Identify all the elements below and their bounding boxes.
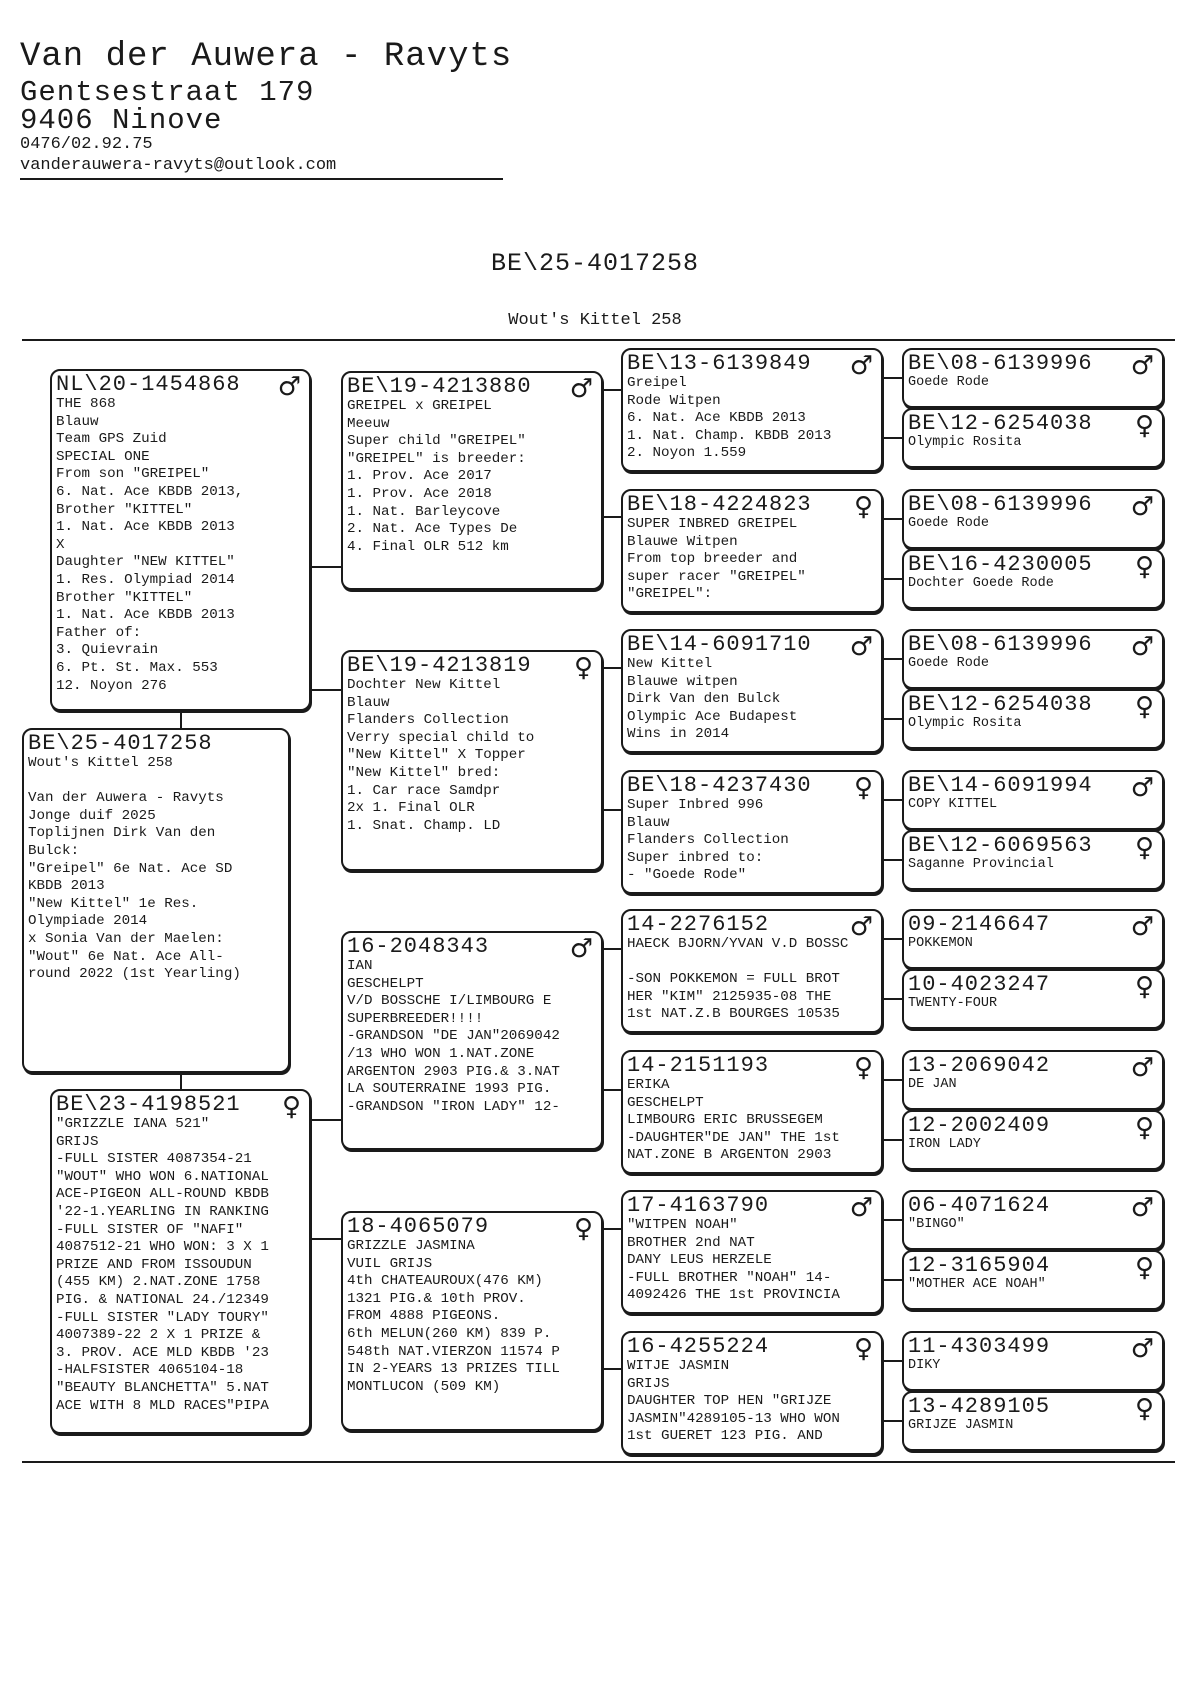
card-text-line: NAT.ZONE B ARGENTON 2903 (627, 1147, 832, 1164)
ring-number: 12-2002409 (908, 1113, 1051, 1138)
card-text-line: SUPERBREEDER!!!! (347, 1010, 484, 1027)
subject-pigeon-card (22, 728, 290, 1073)
great-grandparent-card (621, 1050, 883, 1174)
ring-number: 13-2069042 (908, 1053, 1051, 1078)
male-symbol-icon: ♂ (849, 351, 873, 381)
card-text-line: -GRANDSON "IRON LADY" 12- (347, 1098, 560, 1115)
grandparent-card (341, 1211, 603, 1431)
connector-line (603, 516, 621, 518)
card-text-line: (455 KM) 2.NAT.ZONE 1758 (56, 1274, 261, 1291)
connector-line (603, 1089, 621, 1091)
card-text-line: "New Kittel" X Topper (347, 747, 526, 764)
female-symbol-icon: ♀ (1134, 1394, 1154, 1424)
card-text-line: Bulck: (28, 842, 80, 859)
card-text-line: TWENTY-FOUR (908, 996, 998, 1011)
card-text-line: 1. Prov. Ace 2018 (347, 485, 492, 502)
female-symbol-icon: ♀ (853, 1053, 873, 1083)
card-text-line: "MOTHER ACE NOAH" (908, 1277, 1046, 1292)
connector-line (883, 518, 902, 520)
pedigree-title-name: Wout's Kittel 258 (508, 311, 682, 330)
card-text-line: KBDB 2013 (28, 878, 105, 895)
card-text-line: Blauwe witpen (627, 673, 738, 690)
ring-number: BE\12-6254038 (908, 692, 1093, 717)
card-text-line: From top breeder and (627, 551, 798, 568)
card-text-line: -DAUGHTER"DE JAN" THE 1st (627, 1129, 840, 1146)
card-text-line: -FULL SISTER OF "NAFI" (56, 1221, 244, 1238)
connector-line (883, 377, 902, 379)
connector-line (883, 799, 902, 801)
card-text-line: Brother "KITTEL" (56, 501, 193, 518)
card-text-line: Super inbred to: (627, 849, 764, 866)
connector-line (883, 658, 902, 660)
great-grandparent-card (621, 348, 883, 472)
female-symbol-icon: ♀ (1134, 1113, 1154, 1143)
connector-line (311, 689, 341, 691)
card-text-line: 1. Res. Olympiad 2014 (56, 571, 235, 588)
great-great-grandparent-card (902, 969, 1164, 1029)
card-text-line: X (56, 536, 65, 553)
card-text-line: Blauwe Witpen (627, 533, 738, 550)
card-text-line: "GREIPEL": (627, 586, 713, 603)
card-text-line: 1. Nat. Ace KBDB 2013 (56, 519, 235, 536)
card-text-line: 1. Nat. Barleycove (347, 503, 501, 520)
ring-number: BE\19-4213819 (347, 653, 532, 678)
grandparent-card (341, 931, 603, 1150)
connector-line (883, 1279, 902, 1281)
card-text-line: ACE WITH 8 MLD RACES"PIPA (56, 1397, 269, 1414)
connector-line (311, 1238, 341, 1240)
connector-line (883, 1360, 902, 1362)
female-symbol-icon: ♀ (1134, 411, 1154, 441)
card-text-line: ARGENTON 2903 PIG.& 3.NAT (347, 1063, 560, 1080)
grandparent-card (341, 650, 603, 871)
card-text-line: IAN (347, 958, 373, 974)
card-text-line: IRON LADY (908, 1137, 981, 1152)
card-text-line: '22-1.YEARLING IN RANKING (56, 1203, 269, 1220)
male-symbol-icon: ♂ (1130, 632, 1154, 662)
card-text-line: THE 868 (56, 396, 116, 412)
ring-number: BE\25-4017258 (28, 731, 213, 756)
male-symbol-icon: ♂ (277, 372, 301, 402)
card-text-line: WITJE JASMIN (627, 1358, 730, 1374)
card-text-line: MONTLUCON (509 KM) (347, 1378, 501, 1395)
ring-number: 09-2146647 (908, 912, 1051, 937)
father-card (50, 369, 311, 711)
card-text-line: x Sonia Van der Maelen: (28, 930, 224, 947)
ring-number: BE\08-6139996 (908, 351, 1093, 376)
card-text-line: GESCHELPT (627, 1094, 704, 1111)
great-great-grandparent-card (902, 549, 1164, 609)
card-text-line: BROTHER 2nd NAT (627, 1234, 755, 1251)
card-text-line: 1. Prov. Ace 2017 (347, 468, 492, 485)
card-text-line: 2. Noyon 1.559 (627, 445, 747, 462)
card-text-line: 3. PROV. ACE MLD KBDB '23 (56, 1344, 269, 1361)
card-text-line: COPY KITTEL (908, 797, 998, 812)
card-text-line: GRIZZLE JASMINA (347, 1238, 475, 1254)
card-text-line: SPECIAL ONE (56, 448, 150, 465)
breeder-city: 9406 Ninove (20, 104, 223, 137)
connector-line (883, 1219, 902, 1221)
ring-number: 16-4255224 (627, 1334, 770, 1359)
card-text-line: GREIPEL x GREIPEL (347, 398, 492, 414)
ring-number: BE\16-4230005 (908, 552, 1093, 577)
card-text-line: DAUGHTER TOP HEN "GRIJZE (627, 1393, 832, 1410)
ring-number: 12-3165904 (908, 1253, 1051, 1278)
breeder-email: vanderauwera-ravyts@outlook.com (20, 156, 337, 175)
connector-line (603, 809, 621, 811)
card-text-line: "Greipel" 6e Nat. Ace SD (28, 860, 233, 877)
card-text-line: 1321 PIG.& 10th PROV. (347, 1290, 526, 1307)
ring-number: 18-4065079 (347, 1214, 490, 1239)
card-text-line: "WITPEN NOAH" (627, 1217, 738, 1233)
great-great-grandparent-card (902, 408, 1164, 468)
card-text-line: Dirk Van den Bulck (627, 691, 781, 708)
great-great-grandparent-card (902, 1250, 1164, 1310)
card-text-line: 2x 1. Final OLR (347, 800, 475, 817)
card-text-line: 2. Nat. Ace Types De (347, 521, 518, 538)
card-text-line: PRIZE AND FROM ISSOUDUN (56, 1256, 252, 1273)
card-text-line: -FULL SISTER 4087354-21 (56, 1151, 252, 1168)
female-symbol-icon: ♀ (1134, 972, 1154, 1002)
connector-line (883, 998, 902, 1000)
breeder-street: Gentsestraat 179 (20, 76, 315, 109)
card-text-line: -FULL SISTER "LADY TOURY" (56, 1309, 269, 1326)
male-symbol-icon: ♂ (1130, 351, 1154, 381)
card-text-line: VUIL GRIJS (347, 1255, 433, 1272)
male-symbol-icon: ♂ (1130, 492, 1154, 522)
breeder-name: Van der Auwera - Ravyts (20, 38, 513, 76)
male-symbol-icon: ♂ (1130, 912, 1154, 942)
card-text-line: Verry special child to (347, 729, 535, 746)
card-text-line: Olympic Rosita (908, 435, 1022, 450)
great-great-grandparent-card (902, 1050, 1164, 1110)
card-text-line: Van der Auwera - Ravyts (28, 790, 224, 807)
card-text-line: Olympic Ace Budapest (627, 708, 798, 725)
card-text-line: "BINGO" (908, 1217, 965, 1232)
ring-number: BE\08-6139996 (908, 632, 1093, 657)
card-text-line: 4087512-21 WHO WON: 3 X 1 (56, 1239, 269, 1256)
card-text-line: Flanders Collection (627, 832, 789, 849)
connector-line (603, 1368, 621, 1370)
great-great-grandparent-card (902, 1190, 1164, 1250)
great-great-grandparent-card (902, 1391, 1164, 1451)
card-text-line: Toplijnen Dirk Van den (28, 825, 216, 842)
card-text-line: GRIJZE JASMIN (908, 1418, 1014, 1433)
ring-number: 13-4289105 (908, 1394, 1051, 1419)
card-text-line: Super child "GREIPEL" (347, 433, 526, 450)
card-text-line: "GRIZZLE IANA 521" (56, 1116, 210, 1132)
card-text-line: -HALFSISTER 4065104-18 (56, 1362, 244, 1379)
top-divider (22, 339, 1175, 341)
card-text-line: - "Goede Rode" (627, 867, 747, 884)
grandparent-card (341, 371, 603, 590)
male-symbol-icon: ♂ (1130, 1193, 1154, 1223)
card-text-line: Dochter Goede Rode (908, 576, 1054, 591)
card-text-line: LA SOUTERRAINE 1993 PIG. (347, 1081, 552, 1098)
female-symbol-icon: ♀ (853, 492, 873, 522)
card-text-line: -GRANDSON "DE JAN"2069042 (347, 1028, 560, 1045)
card-text-line: Olympiade 2014 (28, 913, 148, 930)
connector-line (180, 1073, 182, 1089)
card-text-line: Dochter New Kittel (347, 677, 501, 693)
female-symbol-icon: ♀ (1134, 692, 1154, 722)
male-symbol-icon: ♂ (569, 934, 593, 964)
card-text-line: Daughter "NEW KITTEL" (56, 554, 235, 571)
great-great-grandparent-card (902, 770, 1164, 830)
card-text-line: Meeuw (347, 415, 390, 432)
connector-line (883, 578, 902, 580)
card-text-line: Blauw (56, 413, 99, 430)
great-grandparent-card (621, 909, 883, 1033)
great-grandparent-card (621, 629, 883, 753)
male-symbol-icon: ♂ (1130, 1053, 1154, 1083)
card-text-line: 1. Nat. Ace KBDB 2013 (56, 607, 235, 624)
ring-number: BE\12-6069563 (908, 833, 1093, 858)
connector-line (603, 948, 621, 950)
female-symbol-icon: ♀ (853, 1334, 873, 1364)
connector-line (883, 859, 902, 861)
connector-line (603, 1228, 621, 1230)
connector-line (180, 711, 182, 728)
female-symbol-icon: ♀ (281, 1092, 301, 1122)
connector-line (883, 1139, 902, 1141)
card-text-line: Goede Rode (908, 516, 990, 531)
female-symbol-icon: ♀ (573, 653, 593, 683)
card-text-line: From son "GREIPEL" (56, 466, 210, 483)
great-great-grandparent-card (902, 629, 1164, 689)
card-text-line: Greipel (627, 375, 687, 391)
card-text-line: 1st GUERET 123 PIG. AND (627, 1428, 823, 1445)
card-text-line: super racer "GREIPEL" (627, 568, 806, 585)
card-text-line: New Kittel (627, 656, 713, 672)
great-great-grandparent-card (902, 830, 1164, 890)
great-great-grandparent-card (902, 689, 1164, 749)
ring-number: NL\20-1454868 (56, 372, 241, 397)
card-text-line: 6th MELUN(260 KM) 839 P. (347, 1325, 552, 1342)
card-text-line: DANY LEUS HERZELE (627, 1252, 772, 1269)
card-text-line: 1. Snat. Champ. LD (347, 817, 501, 834)
header-underline (20, 178, 503, 180)
card-text-line: "WOUT" WHO WON 6.NATIONAL (56, 1168, 269, 1185)
card-text-line: 6. Nat. Ace KBDB 2013 (627, 410, 806, 427)
great-great-grandparent-card (902, 489, 1164, 549)
connector-line (883, 1420, 902, 1422)
card-text-line: Flanders Collection (347, 712, 509, 729)
card-text-line: -SON POKKEMON = FULL BROT (627, 971, 840, 988)
card-text-line: HAECK BJORN/YVAN V.D BOSSC (627, 936, 849, 952)
ring-number: 14-2151193 (627, 1053, 770, 1078)
card-text-line: Goede Rode (908, 656, 990, 671)
female-symbol-icon: ♀ (1134, 833, 1154, 863)
card-text-line: "BEAUTY BLANCHETTA" 5.NAT (56, 1379, 269, 1396)
card-text-line: HER "KIM" 2125935-08 THE (627, 988, 832, 1005)
card-text-line: DE JAN (908, 1077, 957, 1092)
card-text-line: ACE-PIGEON ALL-ROUND KBDB (56, 1186, 269, 1203)
card-text-line: 4092426 THE 1st PROVINCIA (627, 1287, 840, 1304)
card-text-line: Blauw (627, 814, 670, 831)
ring-number: 17-4163790 (627, 1193, 770, 1218)
card-text-line: LIMBOURG ERIC BRUSSEGEM (627, 1112, 823, 1129)
great-grandparent-card (621, 1190, 883, 1314)
card-text-line: 6. Pt. St. Max. 553 (56, 659, 218, 676)
card-text-line: /13 WHO WON 1.NAT.ZONE (347, 1045, 535, 1062)
card-text-line: Rode Witpen (627, 392, 721, 409)
card-text-line: "New Kittel" 1e Res. (28, 895, 199, 912)
connector-line (883, 1079, 902, 1081)
card-text-line: Team GPS Zuid (56, 431, 167, 448)
card-text-line: "New Kittel" bred: (347, 764, 501, 781)
card-text-line: PIG. & NATIONAL 24./12349 (56, 1291, 269, 1308)
great-great-grandparent-card (902, 1331, 1164, 1391)
card-text-line: SUPER INBRED GREIPEL (627, 516, 798, 532)
connector-line (883, 437, 902, 439)
female-symbol-icon: ♀ (573, 1214, 593, 1244)
card-text-line: POKKEMON (908, 936, 973, 951)
connector-line (603, 667, 621, 669)
card-text-line: Saganne Provincial (908, 857, 1054, 872)
card-text-line: 4007389-22 2 X 1 PRIZE & (56, 1327, 261, 1344)
card-text-line: 1. Car race Samdpr (347, 782, 501, 799)
card-text-line: IN 2-YEARS 13 PRIZES TILL (347, 1361, 560, 1378)
bottom-divider (22, 1461, 1175, 1463)
card-text-line: ERIKA (627, 1077, 670, 1093)
card-text-line: 3. Quievrain (56, 642, 159, 659)
card-text-line: GRIJS (627, 1375, 670, 1392)
connector-line (883, 718, 902, 720)
mother-card (50, 1089, 311, 1434)
card-text-line: Jonge duif 2025 (28, 807, 156, 824)
female-symbol-icon: ♀ (853, 773, 873, 803)
ring-number: BE\08-6139996 (908, 492, 1093, 517)
card-text-line: Brother "KITTEL" (56, 589, 193, 606)
card-text-line (28, 773, 284, 791)
card-text-line: Super Inbred 996 (627, 797, 764, 813)
card-text-line: FROM 4888 PIGEONS. (347, 1308, 501, 1325)
breeder-phone: 0476/02.92.75 (20, 135, 153, 154)
card-text-line: JASMIN"4289105-13 WHO WON (627, 1410, 840, 1427)
male-symbol-icon: ♂ (1130, 773, 1154, 803)
card-text-line: 548th NAT.VIERZON 11574 P (347, 1343, 560, 1360)
female-symbol-icon: ♀ (1134, 1253, 1154, 1283)
ring-number: BE\14-6091710 (627, 632, 812, 657)
male-symbol-icon: ♂ (569, 374, 593, 404)
card-text-line (627, 954, 877, 972)
ring-number: 10-4023247 (908, 972, 1051, 997)
card-text-line: Father of: (56, 624, 142, 641)
card-text-line: GESCHELPT (347, 975, 424, 992)
male-symbol-icon: ♂ (1130, 1334, 1154, 1364)
great-grandparent-card (621, 489, 883, 613)
ring-number: BE\12-6254038 (908, 411, 1093, 436)
ring-number: BE\14-6091994 (908, 773, 1093, 798)
card-text-line: 12. Noyon 276 (56, 677, 167, 694)
card-text-line: Wins in 2014 (627, 726, 730, 743)
ring-number: BE\18-4237430 (627, 773, 812, 798)
card-text-line: "GREIPEL" is breeder: (347, 450, 526, 467)
connector-line (311, 1119, 341, 1121)
card-text-line: Olympic Rosita (908, 716, 1022, 731)
great-grandparent-card (621, 1331, 883, 1455)
great-great-grandparent-card (902, 348, 1164, 408)
ring-number: BE\18-4224823 (627, 492, 812, 517)
male-symbol-icon: ♂ (849, 1193, 873, 1223)
ring-number: 14-2276152 (627, 912, 770, 937)
great-grandparent-card (621, 770, 883, 894)
great-great-grandparent-card (902, 1110, 1164, 1170)
male-symbol-icon: ♂ (849, 912, 873, 942)
male-symbol-icon: ♂ (849, 632, 873, 662)
ring-number: 16-2048343 (347, 934, 490, 959)
ring-number: 06-4071624 (908, 1193, 1051, 1218)
ring-number: BE\23-4198521 (56, 1092, 241, 1117)
ring-number: 11-4303499 (908, 1334, 1051, 1359)
connector-line (883, 938, 902, 940)
card-text-line: DIKY (908, 1358, 941, 1373)
card-text-line: Wout's Kittel 258 (28, 755, 173, 771)
card-text-line: V/D BOSSCHE I/LIMBOURG E (347, 993, 552, 1010)
card-text-line: 4th CHATEAUROUX(476 KM) (347, 1273, 543, 1290)
card-text-line: 1. Nat. Champ. KBDB 2013 (627, 427, 832, 444)
card-text-line: Goede Rode (908, 375, 990, 390)
card-text-line: 4. Final OLR 512 km (347, 538, 509, 555)
card-text-line: "Wout" 6e Nat. Ace All- (28, 948, 224, 965)
ring-number: BE\13-6139849 (627, 351, 812, 376)
card-text-line: Blauw (347, 694, 390, 711)
card-text-line: -FULL BROTHER "NOAH" 14- (627, 1269, 832, 1286)
card-text-line: 6. Nat. Ace KBDB 2013, (56, 483, 244, 500)
great-great-grandparent-card (902, 909, 1164, 969)
connector-line (311, 566, 341, 568)
card-text-line: round 2022 (1st Yearling) (28, 966, 241, 983)
card-text-line: GRIJS (56, 1133, 99, 1150)
connector-line (603, 389, 621, 391)
ring-number: BE\19-4213880 (347, 374, 532, 399)
card-text-line: 1st NAT.Z.B BOURGES 10535 (627, 1006, 840, 1023)
pedigree-title-ring: BE\25-4017258 (490, 249, 700, 278)
female-symbol-icon: ♀ (1134, 552, 1154, 582)
